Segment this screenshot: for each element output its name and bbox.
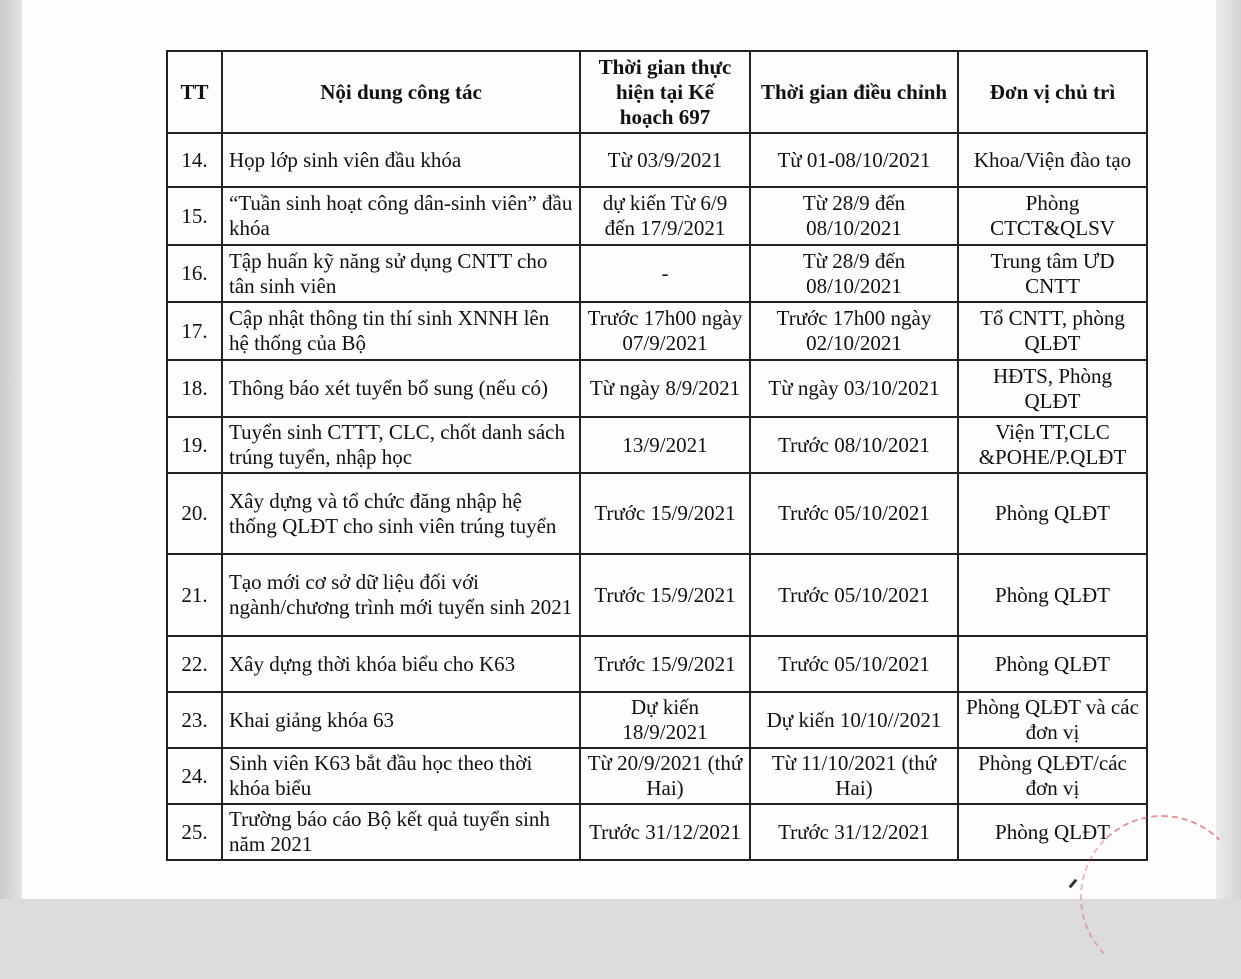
adjusted-time: Dự kiến 10/10//2021 — [750, 692, 958, 748]
row-number: 15. — [167, 187, 222, 245]
lead-unit: HĐTS, Phòng QLĐT — [958, 360, 1147, 417]
header-adjusted-time: Thời gian điều chỉnh — [750, 51, 958, 133]
task-content: Cập nhật thông tin thí sinh XNNH lên hệ thống của Bộ — [222, 302, 580, 360]
table-row — [167, 417, 1147, 473]
adjusted-time: Từ 11/10/2021 (thứ Hai) — [750, 748, 958, 804]
planned-time: - — [580, 245, 750, 302]
planned-time: Trước 15/9/2021 — [580, 473, 750, 554]
row-number: 20. — [167, 473, 222, 554]
adjusted-time: Từ 01-08/10/2021 — [750, 133, 958, 187]
task-content: Họp lớp sinh viên đầu khóa — [222, 133, 580, 187]
task-content: Thông báo xét tuyển bổ sung (nếu có) — [222, 360, 580, 417]
lead-unit: Trung tâm ƯD CNTT — [958, 245, 1147, 302]
planned-time: Trước 15/9/2021 — [580, 636, 750, 692]
enrollment-schedule-table — [166, 50, 1148, 861]
table-row — [167, 302, 1147, 360]
row-number: 14. — [167, 133, 222, 187]
table-row — [167, 554, 1147, 636]
row-number: 23. — [167, 692, 222, 748]
adjusted-time: Từ ngày 03/10/2021 — [750, 360, 958, 417]
planned-time: Từ 20/9/2021 (thứ Hai) — [580, 748, 750, 804]
row-number: 22. — [167, 636, 222, 692]
table-header-row — [167, 51, 1147, 133]
task-content: Xây dựng và tổ chức đăng nhập hệ thống QLĐT cho sinh viên trúng tuyển — [222, 473, 580, 554]
task-content: Xây dựng thời khóa biểu cho K63 — [222, 636, 580, 692]
row-number: 25. — [167, 804, 222, 860]
table-row — [167, 133, 1147, 187]
planned-time: Trước 31/12/2021 — [580, 804, 750, 860]
task-content: Sinh viên K63 bắt đầu học theo thời khóa biểu — [222, 748, 580, 804]
row-number: 24. — [167, 748, 222, 804]
lead-unit: Phòng QLĐT và các đơn vị — [958, 692, 1147, 748]
header-content: Nội dung công tác — [222, 51, 580, 133]
task-content: Khai giảng khóa 63 — [222, 692, 580, 748]
red-stamp-fragment — [1080, 815, 1241, 979]
adjusted-time: Trước 31/12/2021 — [750, 804, 958, 860]
lead-unit: Phòng QLĐT — [958, 804, 1147, 860]
table-row — [167, 636, 1147, 692]
row-number: 16. — [167, 245, 222, 302]
task-content: “Tuần sinh hoạt công dân-sinh viên” đầu khóa — [222, 187, 580, 245]
lead-unit: Phòng QLĐT — [958, 473, 1147, 554]
lead-unit: Khoa/Viện đào tạo — [958, 133, 1147, 187]
planned-time: Dự kiến 18/9/2021 — [580, 692, 750, 748]
table-row — [167, 360, 1147, 417]
lead-unit: Phòng QLĐT/các đơn vị — [958, 748, 1147, 804]
scan-left-edge — [0, 0, 22, 899]
adjusted-time: Trước 08/10/2021 — [750, 417, 958, 473]
table-row — [167, 187, 1147, 245]
adjusted-time: Trước 05/10/2021 — [750, 636, 958, 692]
table-row — [167, 473, 1147, 554]
task-content: Tạo mới cơ sở dữ liệu đối với ngành/chương trình mới tuyển sinh 2021 — [222, 554, 580, 636]
lead-unit: Phòng QLĐT — [958, 554, 1147, 636]
task-content: Tuyển sinh CTTT, CLC, chốt danh sách trúng tuyển, nhập học — [222, 417, 580, 473]
scan-right-edge — [1216, 0, 1241, 899]
table-row — [167, 692, 1147, 748]
table-row — [167, 804, 1147, 860]
header-tt: TT — [167, 51, 222, 133]
lead-unit: Phòng CTCT&QLSV — [958, 187, 1147, 245]
row-number: 19. — [167, 417, 222, 473]
header-lead-unit: Đơn vị chủ trì — [958, 51, 1147, 133]
header-planned-time: Thời gian thực hiện tại Kế hoạch 697 — [580, 51, 750, 133]
row-number: 18. — [167, 360, 222, 417]
adjusted-time: Từ 28/9 đến 08/10/2021 — [750, 245, 958, 302]
row-number: 17. — [167, 302, 222, 360]
task-content: Trường báo cáo Bộ kết quả tuyển sinh năm 2021 — [222, 804, 580, 860]
table-row — [167, 245, 1147, 302]
row-number: 21. — [167, 554, 222, 636]
task-content: Tập huấn kỹ năng sử dụng CNTT cho tân sinh viên — [222, 245, 580, 302]
planned-time: Từ ngày 8/9/2021 — [580, 360, 750, 417]
adjusted-time: Trước 05/10/2021 — [750, 554, 958, 636]
table-row — [167, 748, 1147, 804]
lead-unit: Phòng QLĐT — [958, 636, 1147, 692]
planned-time: dự kiến Từ 6/9 đến 17/9/2021 — [580, 187, 750, 245]
adjusted-time: Trước 05/10/2021 — [750, 473, 958, 554]
planned-time: Trước 17h00 ngày 07/9/2021 — [580, 302, 750, 360]
planned-time: 13/9/2021 — [580, 417, 750, 473]
adjusted-time: Trước 17h00 ngày 02/10/2021 — [750, 302, 958, 360]
lead-unit: Tổ CNTT, phòng QLĐT — [958, 302, 1147, 360]
lead-unit: Viện TT,CLC &POHE/P.QLĐT — [958, 417, 1147, 473]
adjusted-time: Từ 28/9 đến 08/10/2021 — [750, 187, 958, 245]
planned-time: Từ 03/9/2021 — [580, 133, 750, 187]
planned-time: Trước 15/9/2021 — [580, 554, 750, 636]
